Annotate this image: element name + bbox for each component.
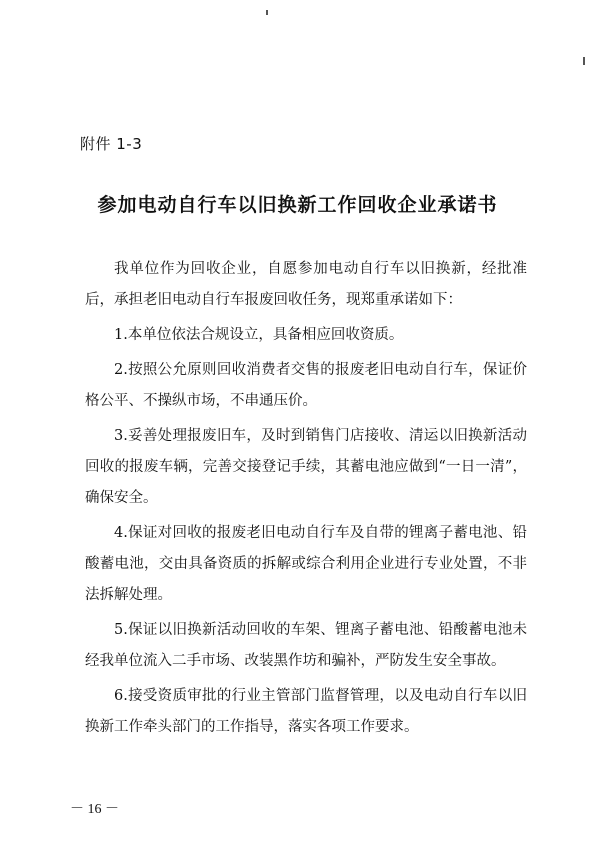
scan-mark-right xyxy=(583,57,585,65)
document-title: 参加电动自行车以旧换新工作回收企业承诺书 xyxy=(97,194,498,216)
commitment-item-4: 4.保证对回收的报废老旧电动自行车及自带的锂离子蓄电池、铅酸蓄电池，交由具备资质的拆解或综合利用企业进行专业处置，不非法拆解处理。 xyxy=(85,525,527,603)
commitment-item-1: 1.本单位依法合规设立，具备相应回收资质。 xyxy=(114,327,404,343)
scan-mark-top xyxy=(266,10,268,15)
attachment-label: 附件 1-3 xyxy=(80,135,143,153)
commitment-item-2: 2.按照公允原则回收消费者交售的报废老旧电动自行车，保证价格公平、不操纵市场，不串通压价。 xyxy=(85,362,527,409)
commitment-item-5: 5.保证以旧换新活动回收的车架、锂离子蓄电池、铅酸蓄电池未经我单位流入二手市场、改装黑作坊和骗补，严防发生安全事故。 xyxy=(85,622,527,669)
document-body xyxy=(85,254,527,747)
commitment-item-3: 3.妥善处理报废旧车，及时到销售门店接收、清运以旧换新活动回收的报废车辆，完善交接登记手续，其蓄电池应做到“一日一清”，确保安全。 xyxy=(85,428,527,506)
commitment-item-6: 6.接受资质审批的行业主管部门监督管理，以及电动自行车以旧换新工作牵头部门的工作指导，落实各项工作要求。 xyxy=(85,688,527,735)
intro-paragraph: 我单位作为回收企业，自愿参加电动自行车以旧换新，经批准后，承担老旧电动自行车报废回收任务，现郑重承诺如下： xyxy=(85,261,527,308)
page-number: － 16 － xyxy=(70,802,119,817)
